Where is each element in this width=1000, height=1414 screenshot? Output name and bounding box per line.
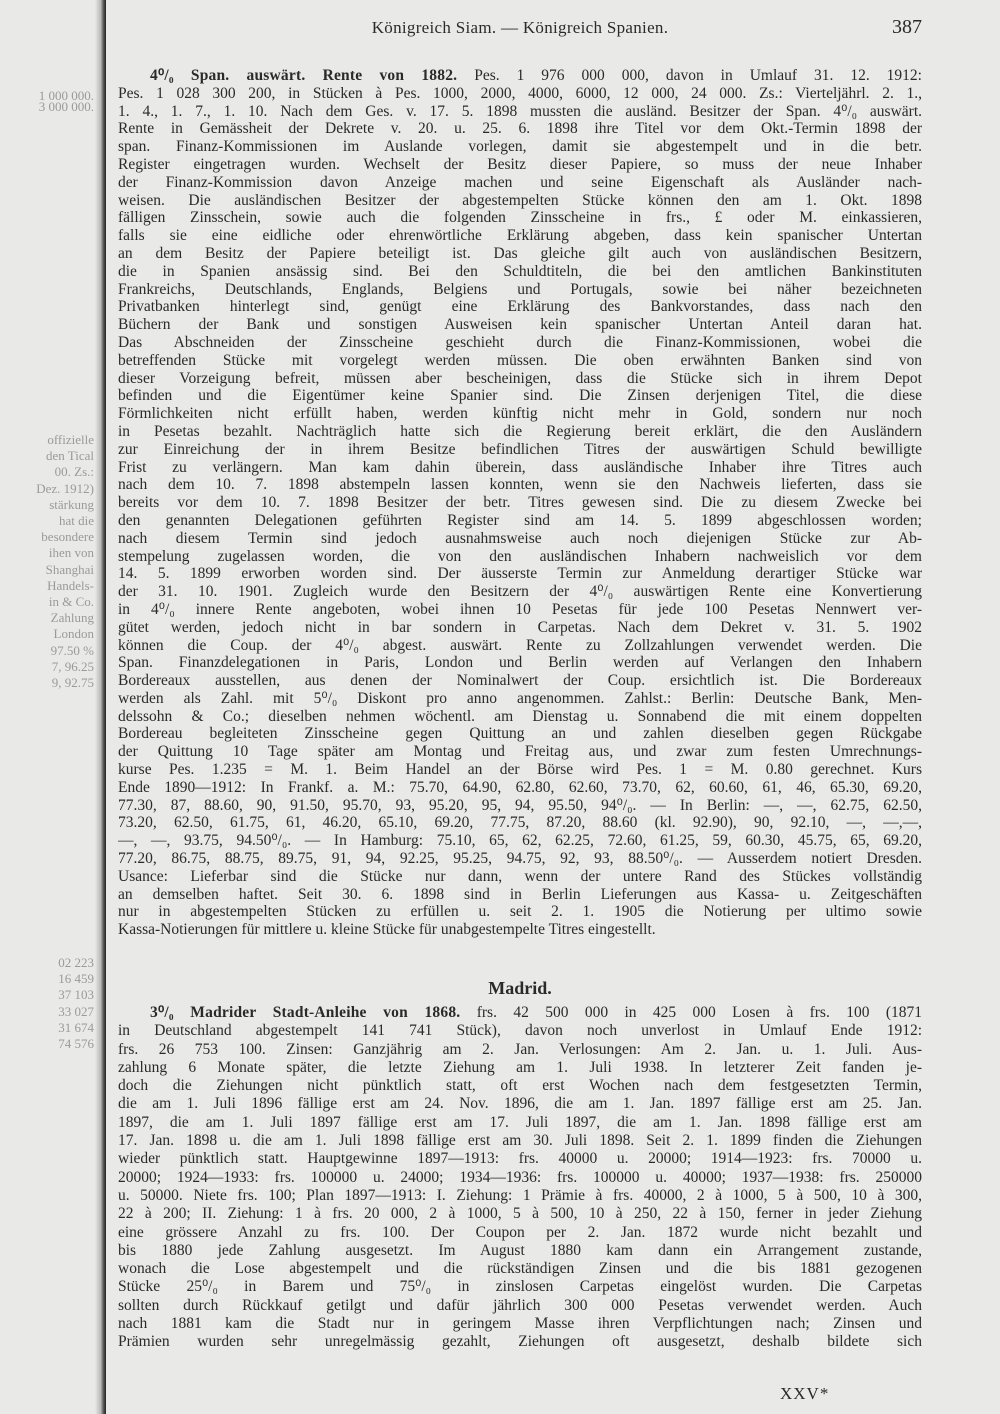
facing-page-fragment: ihen von: [48, 545, 94, 561]
text-line: 73.20, 62.50, 61.75, 61, 46.20, 65.10, 69.20, 77.75, 87.20, 88.60 (kl. 92.90), 90, 92.10, —, —,—,: [118, 814, 922, 832]
text-line: falls sie eine eidliche oder ehrenwörtliche Erklärung abgeben, dass kein spanischer Untertan: [118, 227, 922, 245]
text-line: weisen. Die ausländischen Besitzer der abgestempelten Stücke können den am 1. Okt. 1898: [118, 191, 922, 209]
text-line: 1897, die am 1. Juli 1897 fällige erst am 17. Juli 1897, die am 1. Jan. 1898 fällige erst am: [118, 1113, 922, 1131]
text-line: Rente in Gemässheit der Dekrete v. 20. u. 25. 6. 1898 ihre Titel vor dem Okt.-Termin 1898 der: [118, 120, 922, 138]
facing-page-fragment: besondere: [41, 529, 94, 545]
text-line: —, —, 93.75, 94.50⁰/₀. — In Hamburg: 75.10, 65, 62, 62.25, 72.60, 61.25, 59, 60.30, 45.75, 65, 69.20,: [118, 832, 922, 850]
entry-title: 3⁰/₀ Madrider Stadt-Anleihe von 1868.: [150, 1004, 461, 1021]
text-line: bis 1880 jede Zahlung ausgesetzt. Im August 1880 kam dann ein Arrangement zustande,: [118, 1241, 922, 1259]
facing-page-fragment: 37 103: [58, 987, 94, 1003]
section-madrid-city-loan: [118, 1004, 922, 1352]
text-line: der Quittung 10 Tage später am Montag und Freitag aus, und zwar zum festen Umrechnungs-: [118, 743, 922, 761]
text-line: nach diesem Termin sind jedoch ausnahmsweise auch noch diejenigen Stücke zur Ab-: [118, 529, 922, 547]
text-line: Frankreichs, Deutschlands, Englands, Belgiens und Portugals, sowie bei näher bezeichneten: [118, 280, 922, 298]
text-line: Ende 1890—1912: In Frankf. a. M.: 75.70, 64.90, 62.80, 62.60, 73.70, 62, 60.60, 61, 46, 65.30, 69.20,: [118, 778, 922, 796]
text-line: frs. 26 753 100. Zinsen: Ganzjährig am 2. Jan. Verlosungen: Am 2. Jan. u. 1. Juli. Aus-: [118, 1040, 922, 1058]
facing-page-fragment: 7, 96.25: [51, 658, 94, 674]
text-line: Register eingetragen wurden. Wechselt der Besitz dieser Papiere, so muss der neue Inhaber: [118, 155, 922, 173]
text-line: delssohn & Co.; dieselben nehmen wöchentl. am Dienstag u. Sonnabend die mit einem doppelten: [118, 707, 922, 725]
facing-page-fragment: Shanghai: [45, 561, 94, 577]
facing-page-fragment: 74 576: [58, 1036, 94, 1051]
text-line: an dem Besitz der Papiere beteiligt ist. Das gleiche gilt auch von ausländischen Besitzern,: [118, 244, 922, 262]
text-line: nach dem 10. 7. 1898 abstempeln lassen konnten, wenn sie den Nachweis lieferten, dass sie: [118, 476, 922, 494]
text-line: doch die Ziehungen nicht pünktlich statt, oft erst Wochen nach dem festgesetzten Termin,: [118, 1077, 922, 1095]
text-line: wieder pünktlich statt. Hauptgewinne 1897—1913: frs. 40000 u. 20000; 1914—1923: frs. 70000 u.: [118, 1150, 922, 1168]
text-line: die am 1. Juli 1896 fällige erst am 24. Nov. 1896, die am 1. Jan. 1897 fällige erst am 25. Jan.: [118, 1095, 922, 1113]
facing-page-fragment: offizielle: [47, 432, 94, 447]
text-line: [118, 1004, 922, 1022]
text-line: kurse Pes. 1.235 = M. 1. Beim Handel an der Börse wird Pes. 1 = M. 0.80 gerechnet. Kurs: [118, 761, 922, 779]
text-line: 22 à 200; II. Ziehung: 1 à frs. 20 000, 2 à 1000, 5 à 500, 10 à 250, 22 à 150, ferner in jeder Ziehung: [118, 1205, 922, 1223]
text-line: 77.20, 86.75, 88.75, 89.75, 91, 94, 92.25, 95.25, 94.75, 92, 93, 88.50⁰/₀. — Ausserdem notiert Dresden.: [118, 850, 922, 868]
text-line: werden als Zahl. mit 5⁰/₀ Diskont pro anno angenommen. Zahlst.: Berlin: Deutsche Bank, Men-: [118, 689, 922, 707]
text-line: befinden und die Eigentümer keine Spanier sind. Die Zinsen derjenigen Titel, die diese: [118, 387, 922, 405]
text-line: den genannten Delegationen geführten Register sind am 14. 5. 1899 abgeschlossen worden;: [118, 511, 922, 529]
running-header: [118, 18, 922, 42]
facing-page-fragment: 02 223: [58, 955, 94, 970]
text-line: eine grössere Anzahl zu frs. 100. Der Coupon per 2. Jan. 1872 wurde nicht bezahlt und: [118, 1223, 922, 1241]
facing-page-fragment: 16 459: [58, 971, 94, 987]
section-heading-madrid: Madrid.: [488, 978, 552, 998]
text-line: 17. Jan. 1898 u. die am 1. Juli 1898 fällige erst am 30. Juli 1898. Seit 2. 1. 1899 finden die Ziehungen: [118, 1132, 922, 1150]
signature-mark: XXV*: [780, 1384, 830, 1403]
text-line: Usance: Lieferbar sind die Stücke nur dann, wenn der untere Rand des Stückes vollständig: [118, 867, 922, 885]
text-line: können die Coup. der 4⁰/₀ abgest. auswärt. Rente zu Zollzahlungen verwendet werden. Die: [118, 636, 922, 654]
text-line: in Pesetas bezahlt. Nachträglich hatte sich die Regierung bereit erklärt, die den Ausländern: [118, 422, 922, 440]
text-line: u. 50000. Niete frs. 100; Plan 1897—1913: I. Ziehung: 1 Prämie à frs. 40000, 2 à 1000, 5 à 500, 10 à 300,: [118, 1186, 922, 1204]
facing-page-fragment: 31 674: [58, 1019, 94, 1035]
text-line: der 31. 10. 1901. Zugleich wurde den Besitzern der 4⁰/₀ auswärtigen Rente eine Konvertierung: [118, 583, 922, 601]
text-line: Das Abschneiden der Zinsscheine geschieht durch die Finanz-Kommissionen, wobei die: [118, 333, 922, 351]
facing-page-fragment: hat die: [58, 513, 94, 528]
entry-text: frs. 42 500 000 in 425 000 Losen à frs. 100 (1871: [476, 1004, 922, 1021]
text-line: span. Finanz-Kommissionen im Auslande vorlegen, damit sie abgestempelt und in die betr.: [118, 138, 922, 156]
text-line: nur in abgestempelten Stücken zu erfüllen u. seit 2. 1. 1905 die Notierung per ultimo sowie: [118, 903, 922, 921]
text-line: 20000; 1924—1933: frs. 100000 u. 24000; 1934—1936: frs. 100000 u. 40000; 1937—1938: frs. 250000: [118, 1168, 922, 1186]
text-line: in 4⁰/₀ innere Rente angeboten, wobei ihnen 10 Pesetas für jede 100 Pesetas Nennwert ver-: [118, 600, 922, 618]
text-line: dieser Vorzeigung befreit, müssen aber bescheinigen, dass die Stücke sich in ihrem Depot: [118, 369, 922, 387]
text-line: [118, 67, 922, 85]
section-spanish-external-rente: [118, 67, 922, 939]
header-title: Königreich Siam. — Königreich Spanien.: [371, 18, 669, 37]
facing-page-fragment: 3 000 000.: [38, 99, 94, 114]
facing-page-fragment: Zahlung: [50, 610, 94, 626]
facing-page-fragment: London: [53, 626, 94, 642]
facing-page-fragment: 9, 92.75: [51, 675, 94, 690]
text-line: zahlung 6 Monate später, die letzte Ziehung am 1. Juli 1938. In letzterer Zeit fanden je-: [118, 1058, 922, 1076]
text-line: der Finanz-Kommission davon Anzeige machen und seine Eigenschaft als Ausländer nach-: [118, 173, 922, 191]
facing-page-fragment: 1 000 000.: [38, 88, 94, 103]
text-line: Span. Finanzdelegationen in Paris, London und Berlin werden auf Verlangen den Inhabern: [118, 654, 922, 672]
facing-page-fragment: Dez. 1912): [36, 480, 94, 496]
text-line: Prämien wurden sehr unregelmässig gezahlt, Ziehungen oft ausgesetzt, deshalb bildete sich: [118, 1333, 922, 1351]
text-line: stempelung zugelassen worden, die von den ausländischen Inhabern nachweislich vor dem: [118, 547, 922, 565]
text-line: in Deutschland abgestempelt 141 741 Stück), davon noch unverlost in Umlauf Ende 1912:: [118, 1022, 922, 1040]
facing-page-fragment: 00. Zs.:: [54, 464, 94, 480]
entry-text: Pes. 1 976 000 000, davon in Umlauf 31. 12. 1912:: [474, 67, 922, 84]
text-line: wonach die Lose abgestempelt und die rückständigen Zinsen und die bis 1881 gezogenen: [118, 1260, 922, 1278]
text-line: Bordereaux ausstellen, aus denen der Nominalwert der Coup. ersichtlich ist. Die Bordereaux: [118, 672, 922, 690]
book-spine-gutter: [100, 0, 106, 1414]
text-line: gütet werden, jedoch nicht in bar sondern in Carpetas. Nach dem Dekret v. 31. 5. 1902: [118, 618, 922, 636]
text-line: 1. 4., 1. 7., 1. 10. Nach dem Ges. v. 17. 5. 1898 mussten die ausländ. Besitzer der Span. 4⁰/₀ auswärt.: [118, 102, 922, 120]
text-line: betreffenden Stücke mit vorgelegt werden müssen. Die oben erwähnten Banken sind von: [118, 351, 922, 369]
entry-title: 4⁰/₀ Span. auswärt. Rente von 1882.: [150, 67, 458, 84]
text-line: Stücke 25⁰/₀ in Barem und 75⁰/₀ in zinslosen Carpetas eingelöst wurden. Die Carpetas: [118, 1278, 922, 1296]
text-line: Privatbanken hinterlegt sind, genügt eine Erklärung des Bankvorstandes, dass nach den: [118, 298, 922, 316]
text-line: fälligen Zinsschein, sowie auch die folgenden Zinsscheine in frs., £ oder M. einkassieren,: [118, 209, 922, 227]
facing-page-fragment: 97.50 %: [50, 642, 94, 658]
text-line: Kassa-Notierungen für mittlere u. kleine Stücke für unabgestempelte Titres eingestellt.: [118, 921, 656, 939]
facing-page-fragment: in & Co.: [48, 594, 94, 609]
text-line: nach 1881 kam die Stadt nur in geringem Masse ihren Verpflichtungen nach; Zinsen und: [118, 1315, 922, 1333]
text-line: Bordereau begleiteten Zinsscheine gegen Quittung an und zahlen dieselben gegen Rückgabe: [118, 725, 922, 743]
page-number: 387: [892, 16, 922, 38]
text-line: sollten durch Rückkauf getilgt und dafür jährlich 300 000 Pesetas verwendet werden. Auch: [118, 1296, 922, 1314]
text-line: Büchern der Bank und sonstigen Ausweisen kein spanischer Untertan Anteil daran hat.: [118, 316, 922, 334]
text-line: Frist zu verlängern. Man kam dahin überein, dass ausländische Inhaber ihre Titres auch: [118, 458, 922, 476]
facing-page-fragment: den Tical: [45, 448, 94, 464]
text-line: Pes. 1 028 300 200, in Stücken à Pes. 1000, 2000, 4000, 6000, 12 000, 24 000. Zs.: Vierteljährl. 2. 1.,: [118, 84, 922, 102]
facing-page-fragment: stärkung: [49, 496, 94, 512]
text-line: an demselben haftet. Seit 30. 6. 1898 sind in Berlin Lieferungen aus Kassa- u. Zeitgeschäften: [118, 885, 922, 903]
text-line: 14. 5. 1899 erworben worden sind. Der äusserste Termin zur Anmeldung derartiger Stücke war: [118, 565, 922, 583]
text-line: die in Spanien ansässig sind. Bei den Schuldtiteln, die bei den amtlichen Bankinstituten: [118, 262, 922, 280]
facing-page-fragment: 33 027: [58, 1003, 94, 1019]
text-line: bereits vor dem 10. 7. 1898 Besitzer der betr. Titres gewesen sind. Die zu diesem Zwecke bei: [118, 494, 922, 512]
text-line: Förmlichkeiten nicht erfüllt haben, werden künftig nicht mehr in Gold, sondern nur noch: [118, 405, 922, 423]
text-line: zur Einreichung der in ihrem Besitze befindlichen Titres der auswärtigen Schuld bewilligte: [118, 440, 922, 458]
text-line: 77.30, 87, 88.60, 90, 91.50, 95.70, 93, 95.20, 95, 94, 95.50, 94⁰/₀. — In Berlin: —, —, 62.75, 62.50,: [118, 796, 922, 814]
facing-page-fragment: Handels-: [47, 577, 94, 593]
